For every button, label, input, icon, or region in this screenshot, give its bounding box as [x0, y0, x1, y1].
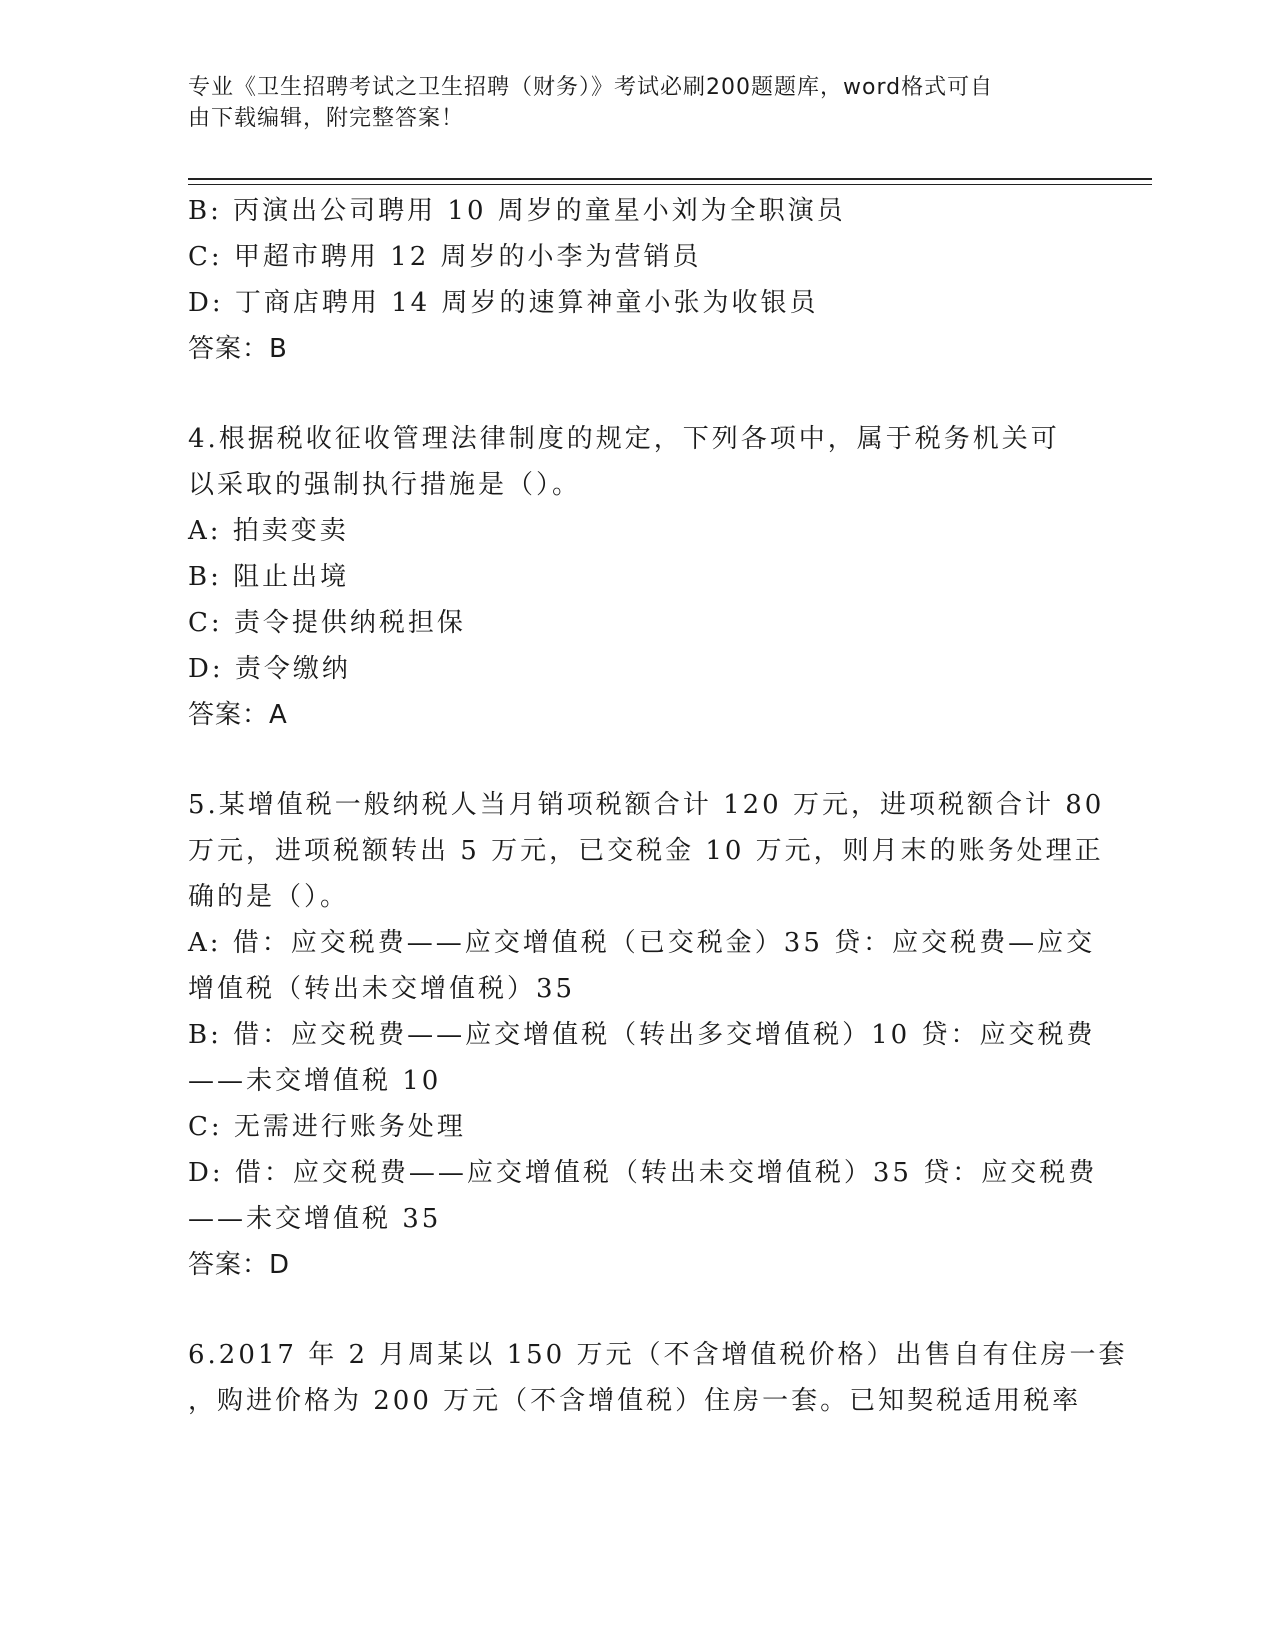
question-content — [188, 188, 1128, 1424]
q5-option-a-line-2: 增值税（转出未交增值税）35 — [188, 974, 576, 1004]
q5-option-c: C: 无需进行账务处理 — [188, 1112, 466, 1142]
q4-option-c: C: 责令提供纳税担保 — [188, 608, 466, 638]
q4-option-b: B: 阻止出境 — [188, 562, 350, 592]
q3-option-d: D: 丁商店聘用 14 周岁的速算神童小张为收银员 — [188, 288, 819, 318]
q6-stem-line-1: 6.2017 年 2 月周某以 150 万元（不含增值税价格）出售自有住房一套 — [188, 1340, 1128, 1370]
q5-stem-line-1: 5.某增值税一般纳税人当月销项税额合计 120 万元，进项税额合计 80 — [188, 790, 1105, 820]
q5-option-d-line-1: D: 借：应交税费——应交增值税（转出未交增值税）35 贷：应交税费 — [188, 1158, 1098, 1188]
header-line-1: 专业《卫生招聘考试之卫生招聘（财务）》考试必刷200题题库，word格式可自 — [188, 75, 994, 100]
q5-option-b-line-1: B: 借：应交税费——应交增值税（转出多交增值税）10 贷：应交税费 — [188, 1020, 1096, 1050]
document-header — [188, 72, 1088, 134]
q5-stem-line-3: 确的是（）。 — [188, 882, 350, 912]
question-4 — [188, 416, 1088, 738]
q4-stem-line-1: 4.根据税收征收管理法律制度的规定，下列各项中，属于税务机关可 — [188, 424, 1060, 454]
q3-answer: 答案：B — [188, 334, 288, 364]
q5-option-d-line-2: ——未交增值税 35 — [188, 1204, 442, 1234]
q4-option-a: A: 拍卖变卖 — [188, 516, 349, 546]
q3-option-c: C: 甲超市聘用 12 周岁的小李为营销员 — [188, 242, 702, 272]
question-5 — [188, 782, 1105, 1288]
q5-answer: 答案：D — [188, 1250, 291, 1280]
question-6 — [188, 1332, 1128, 1424]
header-rule-thick — [188, 178, 1152, 180]
q5-option-a-line-1: A: 借：应交税费——应交增值税（已交税金）35 贷：应交税费—应交 — [188, 928, 1096, 958]
q4-answer: 答案：A — [188, 700, 288, 730]
q5-stem-line-2: 万元，进项税额转出 5 万元，已交税金 10 万元，则月末的账务处理正 — [188, 836, 1104, 866]
header-rule-thin — [188, 184, 1152, 185]
q4-option-d: D: 责令缴纳 — [188, 654, 351, 684]
question-3 — [188, 188, 1088, 372]
q5-option-b-line-2: ——未交增值税 10 — [188, 1066, 442, 1096]
header-line-2: 由下载编辑，附完整答案！ — [188, 106, 465, 131]
q6-stem-line-2: ，购进价格为 200 万元（不含增值税）住房一套。已知契税适用税率 — [188, 1386, 1082, 1416]
q3-option-b: B: 丙演出公司聘用 10 周岁的童星小刘为全职演员 — [188, 196, 846, 226]
q4-stem-line-2: 以采取的强制执行措施是（）。 — [188, 470, 582, 500]
